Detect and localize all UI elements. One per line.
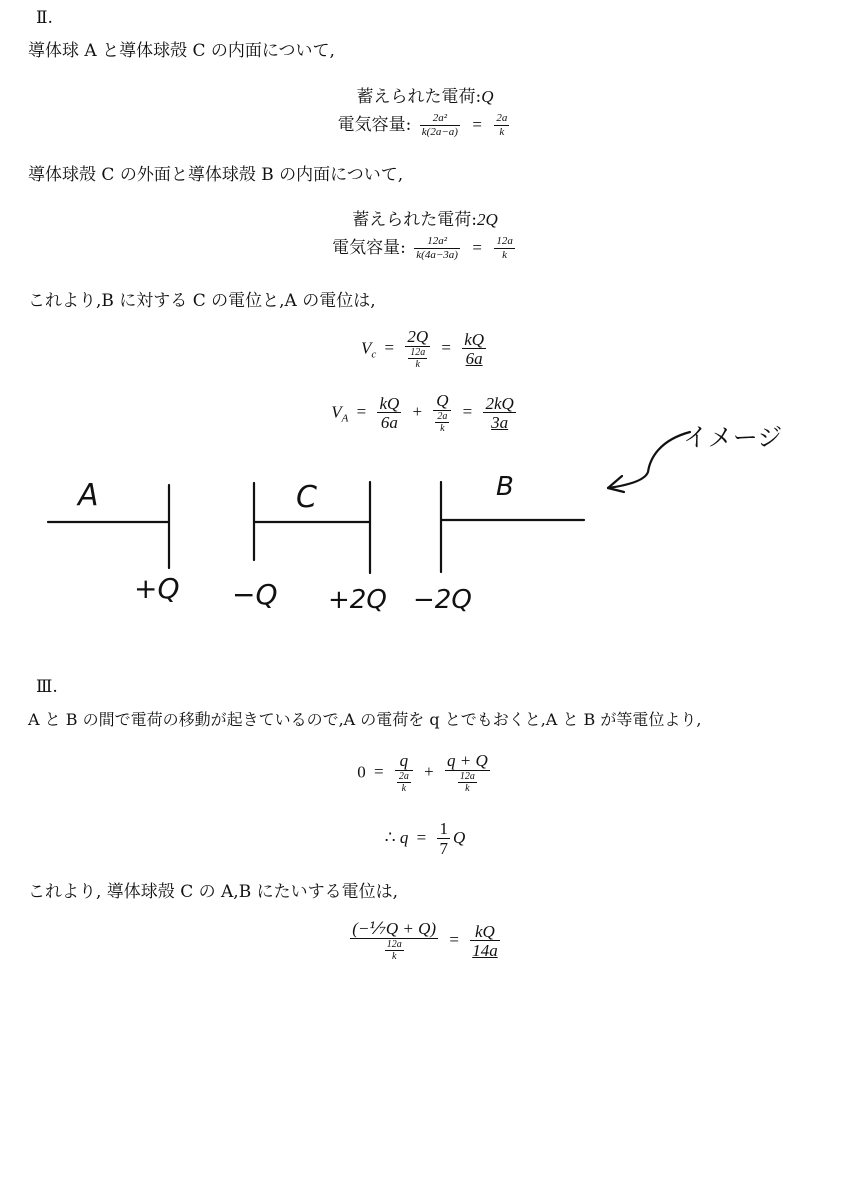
fraction-denominator: k [494, 248, 515, 262]
q-fraction [437, 820, 450, 858]
arrow-curve [608, 432, 690, 488]
fraction-numerator: (−⅐Q + Q) [352, 919, 437, 938]
vc-subscript: c [371, 348, 377, 361]
capacitance-2-fraction [414, 236, 460, 261]
fraction-denominator: k [408, 358, 427, 371]
fraction-numerator: kQ [475, 921, 495, 941]
fraction-denominator: 6a [377, 412, 401, 432]
arrow-head [608, 476, 624, 492]
eq1-lhs: 0 [357, 762, 366, 782]
eq3-result [470, 923, 500, 961]
section-2-intro-1: 導体球 A と導体球殻 C の内面について, [28, 41, 335, 61]
label-b: B [496, 472, 514, 502]
fraction-denominator: k(4a−3a) [416, 248, 458, 261]
fraction-denominator: 3a [483, 412, 515, 432]
charge-c-outer: +2Q [328, 585, 387, 615]
vc-symbol: V [360, 338, 372, 358]
charge-2-line [0, 205, 850, 230]
fraction-numerator: 1 [439, 819, 448, 838]
fraction-numerator: kQ [379, 393, 400, 413]
eq1-term-1 [395, 752, 413, 795]
va-symbol: V [331, 402, 342, 422]
label-a: A [78, 478, 99, 513]
fraction-numerator: 2Q [407, 327, 429, 346]
equipotential-equation: 0 = $\frac{q}{\frac{2a}{k}}$ + $\frac{q + Q}{\frac{12a}{k}}$ [357, 751, 488, 795]
eq1-term-2 [445, 752, 490, 795]
section-3-intro-1: A と B の間で電荷の移動が起きているので,A の電荷を q とでもおくと,A と B が等電位より, [28, 710, 702, 729]
q-variable: q [399, 827, 409, 847]
section-2-intro-2: 導体球殻 C の外面と導体球殻 B の内面について, [28, 165, 404, 185]
charge-1-value: Q [481, 87, 494, 106]
fraction-numerator: 2a [398, 770, 409, 782]
va-equation: $V_A$ = $\frac{kQ}{6a}$ + $\frac{Q}{\frac{2a}{k}}$ = $\frac{2kQ}{3a}$ [331, 391, 514, 435]
vc-result [462, 331, 486, 369]
fraction-numerator: q [399, 751, 409, 770]
fraction-numerator: 12a [386, 938, 402, 950]
charge-a: +Q [134, 572, 180, 605]
label-c: C [296, 480, 317, 515]
charge-1-line [0, 82, 850, 107]
fraction-denominator: k [385, 950, 404, 963]
section-2-heading: Ⅱ. [36, 8, 53, 28]
eq3-fraction [350, 920, 438, 963]
fraction-numerator: 2kQ [485, 393, 514, 413]
fraction-numerator: 12a [459, 770, 475, 782]
capacitance-1-result [494, 113, 509, 138]
fraction-numerator: 12a [496, 234, 513, 247]
capacitance-1-line: 電気容量: $\frac{\text{2a²}}{k(2a-a)}$ = $\frac{2a}{k}$ [337, 111, 508, 138]
fraction-numerator: 2a [437, 410, 448, 422]
fraction-denominator: k [494, 125, 509, 139]
therefore-symbol: ∴ [384, 827, 396, 847]
fraction-denominator: 6a [462, 348, 486, 368]
fraction-denominator: k [458, 782, 477, 795]
fraction-numerator: 12a² [427, 234, 448, 247]
charge-1-label: 蓄えられた電荷: [356, 87, 482, 107]
fraction-denominator: 14a [472, 941, 498, 961]
fraction-denominator: k [435, 422, 449, 435]
capacitance-1-label: 電気容量: [337, 115, 412, 135]
fraction-numerator: 2a² [432, 111, 448, 124]
section-3-heading: Ⅲ. [36, 677, 58, 697]
fraction-denominator: k(2a−a) [421, 125, 458, 138]
fraction-numerator: Q [436, 391, 449, 410]
charge-b: −2Q [413, 585, 472, 615]
charge-2-value: 2Q [476, 210, 498, 229]
capacitance-2-line: 電気容量: $\frac{\text{12a²}}{k(4a-3a)}$ = $\frac{12a}{k}$ [332, 234, 513, 261]
fraction-denominator: 7 [439, 838, 448, 858]
vc-fraction [405, 328, 430, 371]
c-potential-equation: $\frac{\text{(−⅐Q + Q)}}{\frac{12a}{k}}$ = $\frac{kQ}{14a}$ [352, 919, 498, 963]
fraction-numerator: 12a [410, 346, 426, 358]
image-label: イメージ [683, 423, 783, 452]
fraction-denominator: k [397, 782, 411, 795]
va-subscript: A [341, 412, 349, 425]
section-2-intro-3: これより,B に対する C の電位と,A の電位は, [28, 291, 376, 311]
charge-c-inner: −Q [232, 578, 278, 611]
capacitance-1-fraction [420, 113, 460, 138]
q-tail: Q [452, 827, 466, 847]
charge-2-label: 蓄えられた電荷: [352, 210, 477, 230]
fraction-numerator: 2a [496, 111, 508, 124]
capacitance-2-label: 電気容量: [332, 238, 406, 258]
section-3-intro-2: これより, 導体球殻 C の A,B にたいする電位は, [28, 882, 399, 902]
vc-equation: $V_c$ = $\frac{2Q}{\frac{12a}{k}}$ = $\frac{kQ}{6a}$ [360, 327, 485, 371]
capacitance-2-result [494, 236, 515, 261]
fraction-numerator: q + Q [446, 751, 488, 770]
q-solution: ∴ q = $\frac{1}{7}$ Q [384, 819, 466, 858]
fraction-numerator: kQ [464, 329, 485, 349]
